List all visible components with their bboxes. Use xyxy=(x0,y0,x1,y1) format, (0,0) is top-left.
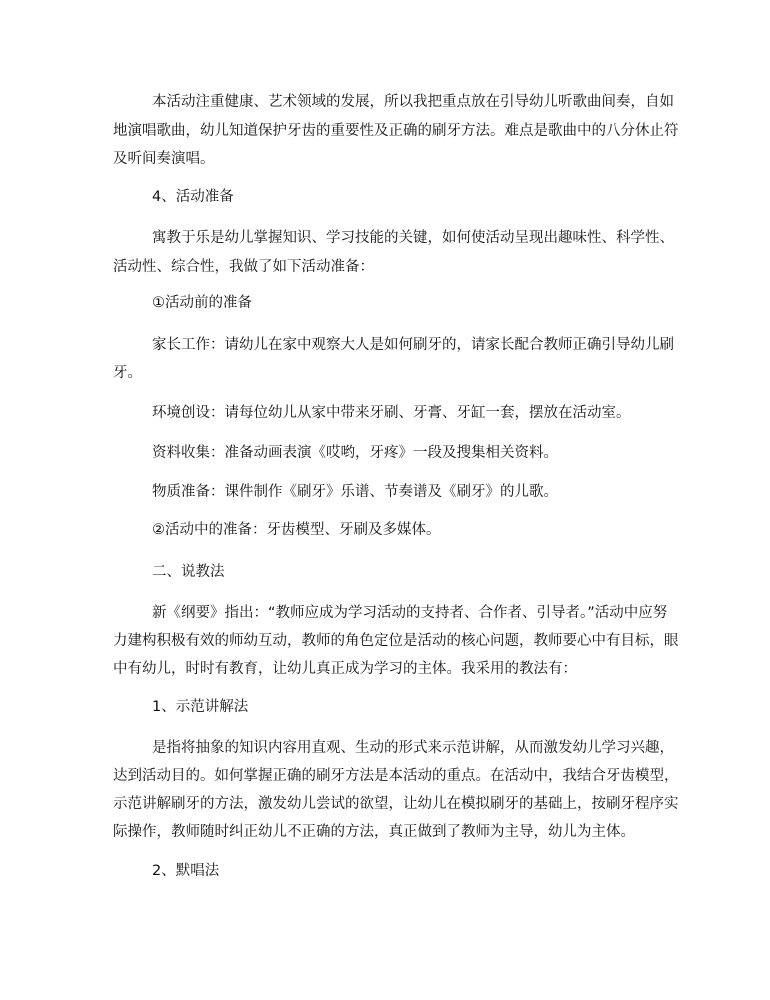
heading-before-activity: ①活动前的准备 xyxy=(152,295,252,311)
heading-silent-singing-method: 2、默唱法 xyxy=(152,863,220,879)
paragraph-outline-line-2: 力建构积极有效的师幼互动，教师的角色定位是活动的核心问题，教师要心中有目标，眼 xyxy=(113,633,679,649)
paragraph-focus-line-1: 本活动注重健康、艺术领域的发展，所以我把重点放在引导幼儿听歌曲间奏，自如 xyxy=(152,94,674,110)
heading-teaching-methods: 二、说教法 xyxy=(152,564,225,580)
during-activity-preparation-line: ②活动中的准备：牙齿模型、牙刷及多媒体。 xyxy=(152,522,441,538)
parent-work-line-1: 家长工作：请幼儿在家中观察大人是如何刷牙的，请家长配合教师正确引导幼儿刷 xyxy=(152,337,674,353)
paragraph-preparation-line-2: 活动性、综合性，我做了如下活动准备： xyxy=(113,259,374,275)
heading-demonstration-method: 1、示范讲解法 xyxy=(152,699,249,715)
paragraph-focus-line-2: 地演唱歌曲，幼儿知道保护牙齿的重要性及正确的刷牙方法。难点是歌曲中的八分休止符 xyxy=(113,123,679,139)
paragraph-demonstration-line-2: 达到活动目的。如何掌握正确的刷牙方法是本活动的重点。在活动中，我结合牙齿模型， xyxy=(113,768,679,784)
parent-work-line-2: 牙。 xyxy=(113,365,142,381)
paragraph-preparation-line-1: 寓教于乐是幼儿掌握知识、学习技能的关键，如何使活动呈现出趣味性、科学性、 xyxy=(152,230,674,246)
paragraph-focus-line-3: 及听间奏演唱。 xyxy=(113,151,215,167)
material-preparation-line: 物质准备：课件制作《刷牙》乐谱、节奏谱及《刷牙》的儿歌。 xyxy=(152,484,558,500)
heading-activity-preparation: 4、活动准备 xyxy=(152,189,234,205)
materials-collection-line: 资料收集：准备动画表演《哎哟，牙疼》一段及搜集相关资料。 xyxy=(152,445,558,461)
paragraph-outline-line-3: 中有幼儿，时时有教育，让幼儿真正成为学习的主体。我采用的教法有： xyxy=(113,661,577,677)
environment-setup-line: 环境创设：请每位幼儿从家中带来牙刷、牙膏、牙缸一套，摆放在活动室。 xyxy=(152,405,631,421)
paragraph-outline-line-1: 新《纲要》指出：“教师应成为学习活动的支持者、合作者、引导者。”活动中应努 xyxy=(152,605,668,621)
paragraph-demonstration-line-3: 示范讲解刷牙的方法，激发幼儿尝试的欲望，让幼儿在模拟刷牙的基础上，按刷牙程序实 xyxy=(113,796,679,812)
paragraph-demonstration-line-1: 是指将抽象的知识内容用直观、生动的形式来示范讲解，从而激发幼儿学习兴趣， xyxy=(152,740,674,756)
paragraph-demonstration-line-4: 际操作，教师随时纠正幼儿不正确的方法，真正做到了教师为主导，幼儿为主体。 xyxy=(113,824,635,840)
